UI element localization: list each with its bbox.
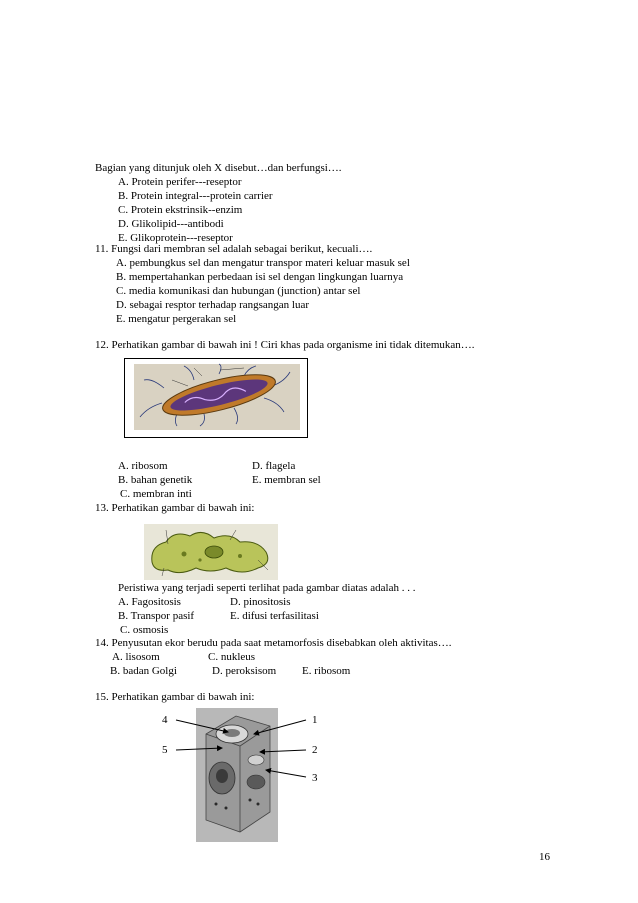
amoeba-figure bbox=[144, 524, 278, 580]
q12-option-b: B. bahan genetik bbox=[118, 474, 193, 486]
q10-option-d: D. Glikolipid---antibodi bbox=[118, 218, 224, 230]
q15-label-3: 3 bbox=[312, 772, 318, 784]
q14-option-e: E. ribosom bbox=[302, 665, 351, 677]
q15-label-1: 1 bbox=[312, 714, 318, 726]
q14-option-b: B. badan Golgi bbox=[110, 665, 177, 677]
q11-option-d: D. sebagai resptor terhadap rangsangan luar bbox=[116, 299, 310, 311]
q12-option-e: E. membran sel bbox=[252, 474, 321, 486]
q10-option-b: B. Protein integral---protein carrier bbox=[118, 190, 273, 202]
q15-label-5: 5 bbox=[162, 744, 168, 756]
q13-stem: 13. Perhatikan gambar di bawah ini: bbox=[95, 502, 255, 514]
q12-option-a: A. ribosom bbox=[118, 460, 168, 472]
q10-stem: Bagian yang ditunjuk oleh X disebut…dan berfungsi…. bbox=[95, 162, 342, 174]
q10-option-a: A. Protein perifer---reseptor bbox=[118, 176, 242, 188]
q10-option-e: E. Glikoprotein---reseptor bbox=[118, 232, 233, 244]
bacteria-figure bbox=[124, 358, 308, 438]
q11-option-b: B. mempertahankan perbedaan isi sel dengan lingkungan luarnya bbox=[116, 271, 404, 283]
q13-question: Peristiwa yang terjadi seperti terlihat pada gambar diatas adalah . . . bbox=[118, 582, 416, 594]
q12-stem: 12. Perhatikan gambar di bawah ini ! Ciri khas pada organisme ini tidak ditemukan…. bbox=[95, 339, 475, 351]
q15-label-2: 2 bbox=[312, 744, 318, 756]
q13-option-d: D. pinositosis bbox=[230, 596, 291, 608]
q11-option-c: C. media komunikasi dan hubungan (junction) antar sel bbox=[116, 285, 361, 297]
q13-option-c: C. osmosis bbox=[120, 624, 169, 636]
q12-option-c: C. membran inti bbox=[120, 488, 192, 500]
cell-figure bbox=[196, 708, 278, 842]
q14-option-c: C. nukleus bbox=[208, 651, 256, 663]
q10-option-c: C. Protein ekstrinsik--enzim bbox=[118, 204, 243, 216]
q14-option-d: D. peroksisom bbox=[212, 665, 277, 677]
q11-option-e: E. mengatur pergerakan sel bbox=[116, 313, 237, 325]
q14-stem: 14. Penyusutan ekor berudu pada saat metamorfosis disebabkan oleh aktivitas…. bbox=[95, 637, 452, 649]
q13-option-a: A. Fagositosis bbox=[118, 596, 181, 608]
q11-stem: 11. Fungsi dari membran sel adalah sebagai berikut, kecuali…. bbox=[95, 243, 373, 255]
q15-label-4: 4 bbox=[162, 714, 168, 726]
q11-option-a: A. pembungkus sel dan mengatur transpor materi keluar masuk sel bbox=[116, 257, 410, 269]
q14-option-a: A. lisosom bbox=[112, 651, 160, 663]
q12-option-d: D. flagela bbox=[252, 460, 296, 472]
q13-option-e: E. difusi terfasilitasi bbox=[230, 610, 319, 622]
page-number: 16 bbox=[539, 851, 550, 863]
q13-option-b: B. Transpor pasif bbox=[118, 610, 195, 622]
q15-stem: 15. Perhatikan gambar di bawah ini: bbox=[95, 691, 255, 703]
